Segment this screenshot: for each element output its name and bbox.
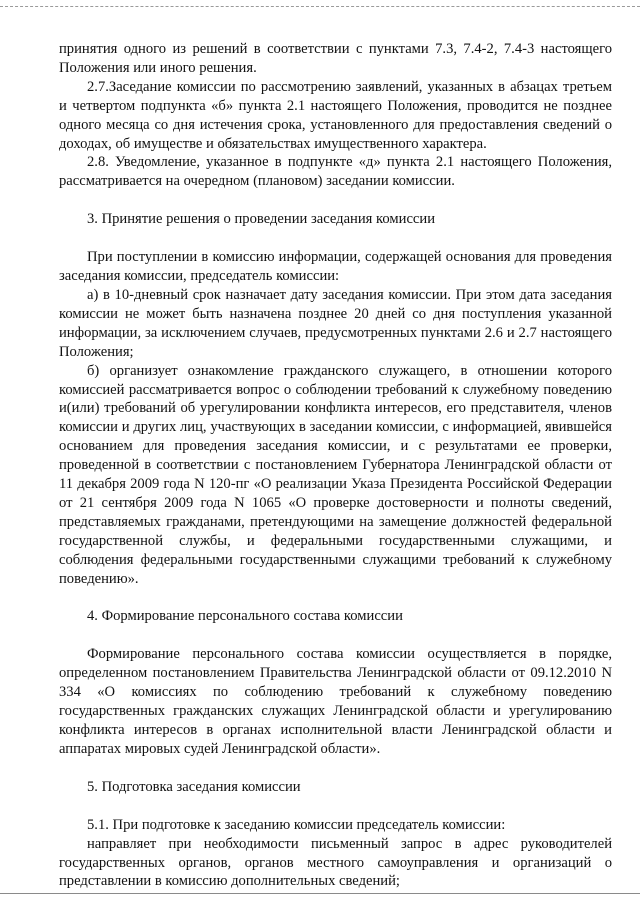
paragraph-2-8: 2.8. Уведомление, указанное в подпункте «д» пункта 2.1 настоящего Положения, рассматривается на очередном (плановом) заседании комиссии. [59,154,612,190]
paragraph-5-1: 5.1. При подготовке к заседанию комиссии председатель комиссии: [87,816,506,833]
paragraph-3-b: б) организует ознакомление гражданского служащего, в отношении которого комиссией рассматривается вопрос о соблюдении требований к служебному поведению и(или) требований об урегулировании конфликта интересов, его представителя, членов комиссии и других лиц, участвующих в заседании комиссии, с информацией, явившейся основанием для проведения заседания комиссии, и с результатами ее проверки, проведенной в соответствии с постановлением Губернатора Ленинградской области от 11 декабря 2009 года N 120-пг «О реализации Указа Президента Российской Федерации от 21 сентября 2009 года N 1065 «О проверке достоверности и полноты сведений, представляемых гражданами, претендующими на замещение должностей федеральной государственной службы, и федеральными государственными служащими, и соблюдения федеральными государственными служащими требований к служебному поведению». [59,362,612,587]
section-heading-4: 4. Формирование персонального состава комиссии [87,608,403,625]
paragraph-continuation: принятия одного из решений в соответствии с пунктами 7.3, 7.4-2, 7.4-3 настоящего Положения или иного решения. [59,41,612,76]
paragraph-3-a: а) в 10-дневный срок назначает дату заседания комиссии. При этом дата заседания комиссии не может быть назначена позднее 20 дней со дня поступления указанной информации, за исключением случаев, предусмотренных пунктами 2.6 и 2.7 настоящего Положения; [59,286,612,360]
spacer [59,229,612,248]
scan-edge-top [0,6,640,7]
spacer [59,759,612,778]
paragraph-5-1-a: направляет при необходимости письменный запрос в адрес руководителей государственных органов, органов местного самоуправления и организаций о представлении в комиссию дополнительных сведений; [59,835,612,890]
spacer [59,797,612,816]
spacer [59,191,612,210]
section-heading-3: 3. Принятие решения о проведении заседания комиссии [87,211,436,228]
document-page [59,40,612,891]
spacer [59,588,612,607]
paragraph-4: Формирование персонального состава комиссии осуществляется в порядке, определенном постановлением Правительства Ленинградской области от 09.12.2010 N 334 «О комиссиях по соблюдению требований к служебному поведению государственных гражданских служащих Ленинградской области и урегулированию конфликта интересов в органах исполнительной власти Ленинградской области и аппаратах мировых судей Ленинградской области». [59,646,612,757]
spacer [59,626,612,645]
scan-edge-bottom [0,893,640,894]
paragraph-2-7: 2.7.Заседание комиссии по рассмотрению заявлений, указанных в абзацах третьем и четвертом подпункта «б» пункта 2.1 настоящего Положения, проводится не позднее одного месяца со дня истечения срока, установленного для предоставления сведений о доходах, об имуществе и обязательствах имущественного характера. [59,78,612,152]
section-heading-5: 5. Подготовка заседания комиссии [87,778,301,795]
paragraph-3-intro: При поступлении в комиссию информации, содержащей основания для проведения заседания комиссии, председатель комиссии: [59,249,612,285]
